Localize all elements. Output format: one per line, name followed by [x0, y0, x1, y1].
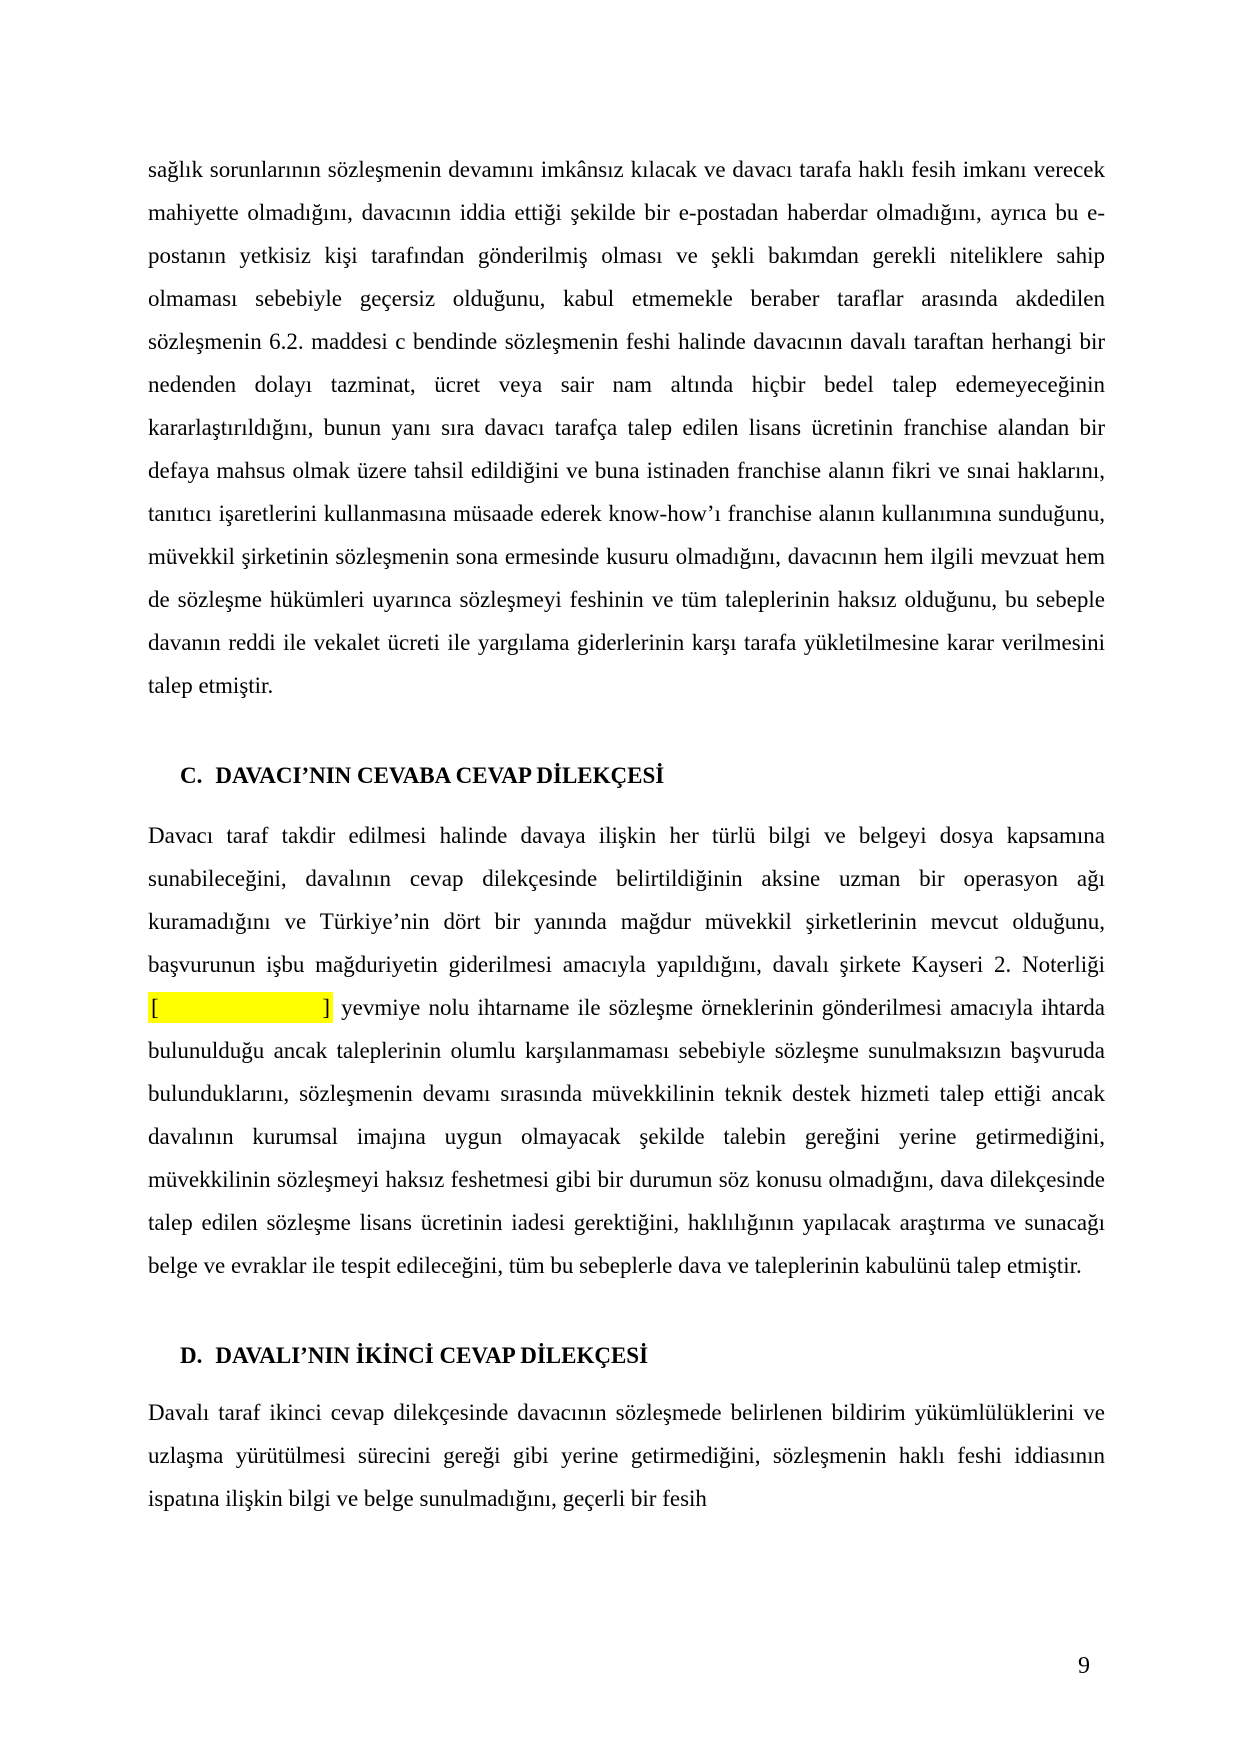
- section-c-heading-marker: C.: [180, 763, 203, 788]
- intro-paragraph: sağlık sorunlarının sözleşmenin devamını imkânsız kılacak ve davacı tarafa haklı fesih imkanı verecek mahiyette olmadığını, davacının iddia ettiği şekilde bir e-postadan haberdar olmadığını, ayrıca bu e-postanın yetkisiz kişi tarafından gönderilmiş olması ve şekli bakımdan gerekli niteliklere sahip olmaması sebebiyle geçersiz olduğunu, kabul etmemekle beraber taraflar arasında akdedilen sözleşmenin 6.2. maddesi c bendinde sözleşmenin feshi halinde davacının davalı taraftan herhangi bir nedenden dolayı tazminat, ücret veya sair nam altında hiçbir bedel talep edemeyeceğinin kararlaştırıldığını, bunun yanı sıra davacı tarafça talep edilen lisans ücretinin franchise alandan bir defaya mahsus olmak üzere tahsil edildiğini ve buna istinaden franchise alanın fikri ve sınai haklarını, tanıtıcı işaretlerini kullanmasına müsaade ederek know-how’ı franchise alanın kullanımına sunduğunu, müvekkil şirketinin sözleşmenin sona ermesinde kusuru olmadığını, davacının hem ilgili mevzuat hem de sözleşme hükümleri uyarınca sözleşmeyi feshinin ve tüm taleplerinin haksız olduğunu, bu sebeple davanın reddi ile vekalet ücreti ile yargılama giderlerinin karşı tarafa yükletilmesine karar verilmesini talep etmiştir.: [148, 157, 1105, 698]
- redaction-open-bracket: [: [151, 995, 159, 1020]
- section-c-heading-label: DAVACI’NIN CEVABA CEVAP DİLEKÇESİ: [215, 763, 665, 788]
- section-c-heading: [148, 754, 1105, 797]
- redaction-highlight: [148, 992, 333, 1023]
- section-c-paragraph: [148, 814, 1105, 1287]
- section-d-heading-marker: D.: [180, 1343, 203, 1368]
- section-c-text-before-redaction: Davacı taraf takdir edilmesi halinde davaya ilişkin her türlü bilgi ve belgeyi dosya kapsamına sunabileceğini, davalının cevap dilekçesinde belirtildiğinin aksine uzman bir operasyon ağı kuramadığını ve Türkiye’nin dört bir yanında mağdur müvekkil şirketlerinin mevcut olduğunu, başvurunun işbu mağduriyetin giderilmesi amacıyla yapıldığını, davalı şirkete Kayseri 2. Noterliği: [148, 823, 1105, 977]
- section-d-heading-label: DAVALI’NIN İKİNCİ CEVAP DİLEKÇESİ: [215, 1343, 649, 1368]
- page-number: 9: [1078, 1653, 1090, 1679]
- section-c-text-after-redaction: yevmiye nolu ihtarname ile sözleşme örneklerinin gönderilmesi amacıyla ihtarda bulunulduğu ancak taleplerinin olumlu karşılanmaması sebebiyle sözleşme sunulmaksızın başvuruda bulunduklarını, sözleşmenin devamı sırasında müvekkilinin teknik destek hizmeti talep ettiği ancak davalının kurumsal imajına uygun olmayacak şekilde talebin gereğini yerine getirmediğini, müvekkilinin sözleşmeyi haksız feshetmesi gibi bir durumun söz konusu olmadığını, dava dilekçesinde talep edilen sözleşme lisans ücretinin iadesi gerektiğini, haklılığının yapılacak araştırma ve sunacağı belge ve evraklar ile tespit edileceğini, tüm bu sebeplerle dava ve taleplerinin kabulünü talep etmiştir.: [148, 995, 1106, 1278]
- section-d-paragraph: Davalı taraf ikinci cevap dilekçesinde davacının sözleşmede belirlenen bildirim yükümlülüklerini ve uzlaşma yürütülmesi sürecini gereği gibi yerine getirmediğini, sözleşmenin haklı feshi iddiasının ispatına ilişkin bilgi ve belge sunulmadığını, geçerli bir fesih: [148, 1400, 1105, 1511]
- section-d-heading: [148, 1334, 1105, 1377]
- redaction-close-bracket: ]: [322, 995, 330, 1020]
